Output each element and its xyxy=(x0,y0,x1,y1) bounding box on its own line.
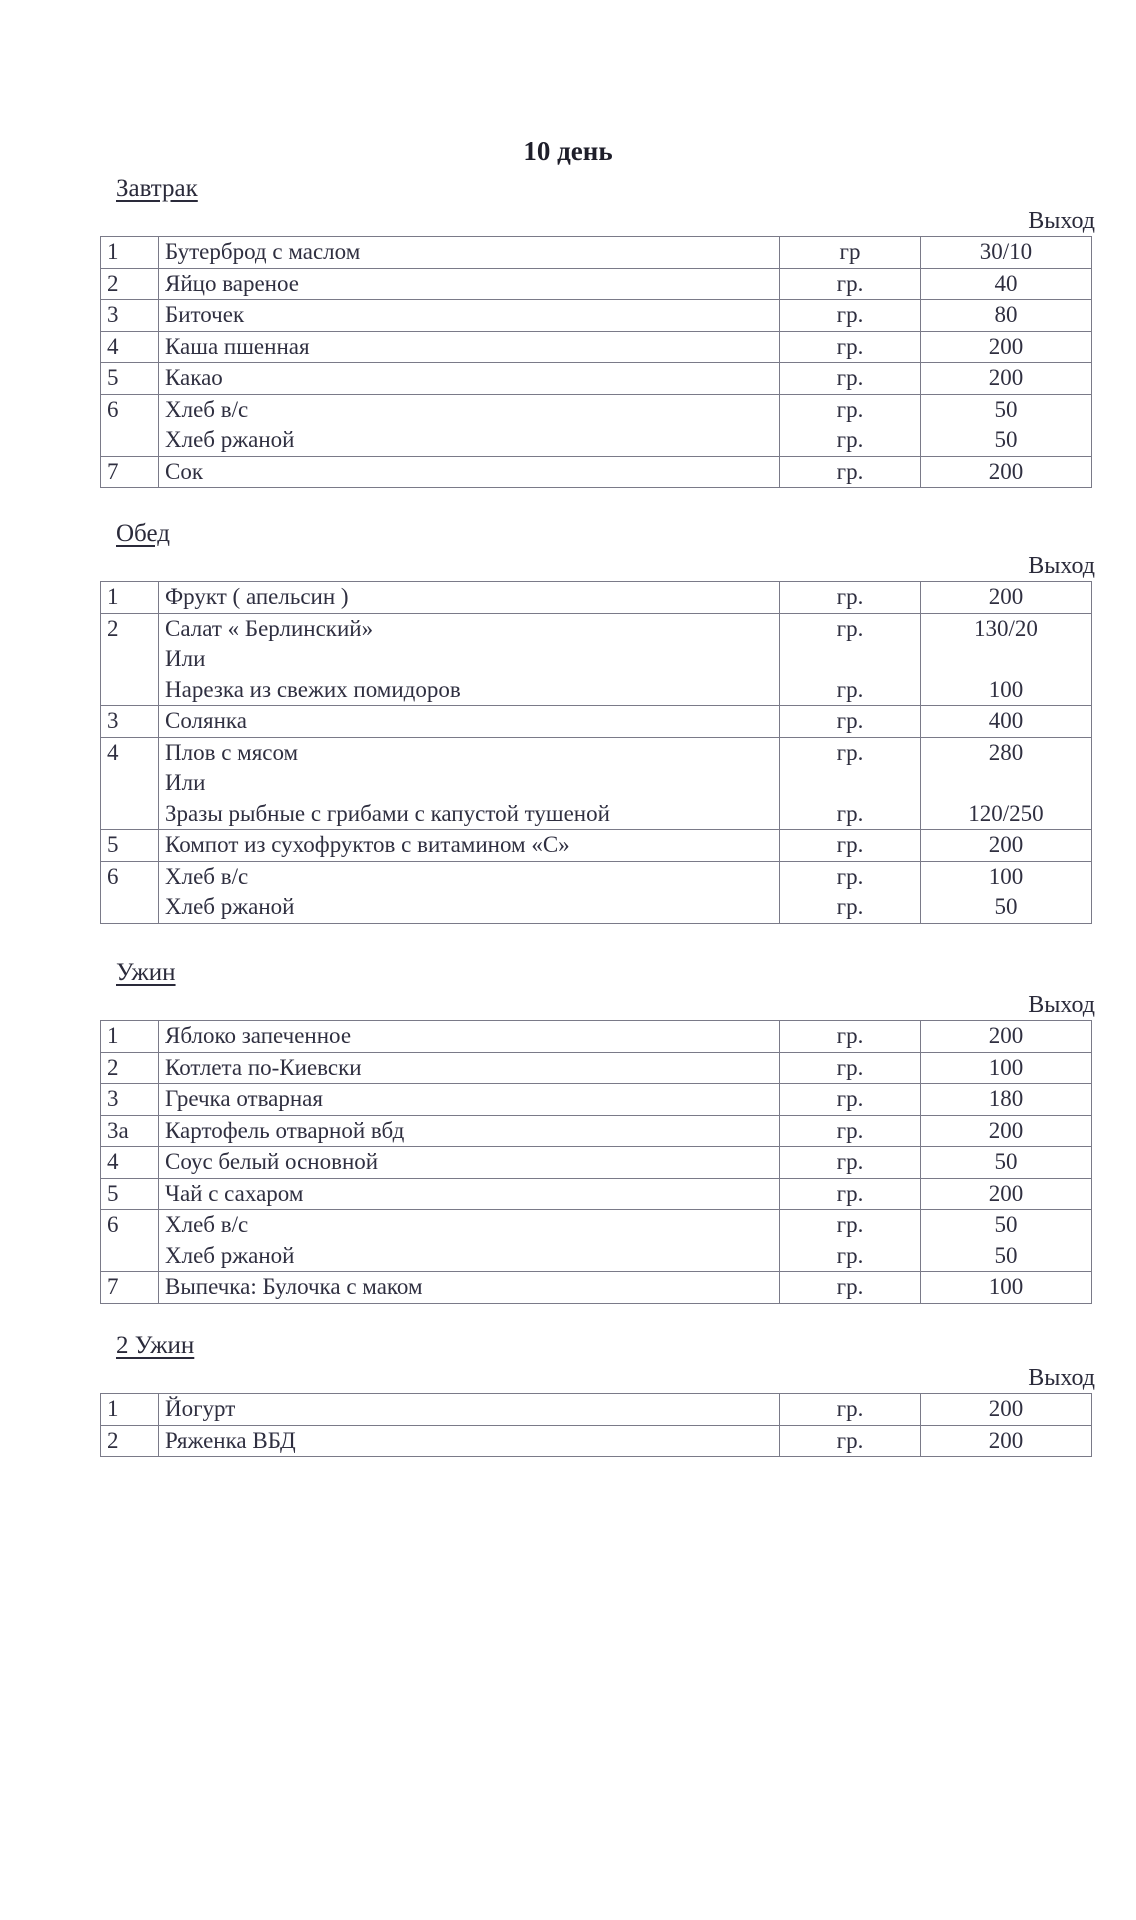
item-unit: гр. xyxy=(836,863,864,889)
table-row xyxy=(101,1272,1092,1304)
item-name: Или xyxy=(165,770,206,795)
item-amount: 100 xyxy=(988,1054,1024,1080)
item-name-cell xyxy=(159,363,780,395)
table-row xyxy=(101,300,1092,332)
item-number: 5 xyxy=(101,363,159,395)
item-unit-cell xyxy=(780,363,921,395)
item-unit-cell xyxy=(780,300,921,332)
item-number: 2 xyxy=(101,1052,159,1084)
item-amount-cell xyxy=(921,363,1092,395)
item-name: Плов с мясом xyxy=(165,739,299,765)
item-name: Хлеб в/с xyxy=(165,863,249,889)
item-amount: 30/10 xyxy=(979,239,1033,264)
item-unit xyxy=(786,768,914,799)
item-name-cell xyxy=(159,1052,780,1084)
item-name-cell xyxy=(159,331,780,363)
item-name-cell xyxy=(159,300,780,332)
item-amount: 100 xyxy=(988,1274,1024,1299)
item-unit-cell xyxy=(780,830,921,862)
item-amount-cell xyxy=(921,861,1092,923)
item-unit-cell xyxy=(780,237,921,269)
item-name: Йогурт xyxy=(165,1396,236,1421)
item-amount: 200 xyxy=(988,1023,1024,1048)
item-unit: гр. xyxy=(836,800,864,826)
table-row xyxy=(101,1021,1092,1053)
item-unit-cell xyxy=(780,1052,921,1084)
item-number: 4 xyxy=(101,1147,159,1179)
item-unit: гр. xyxy=(836,1274,864,1299)
item-name: Биточек xyxy=(165,302,245,327)
item-name: Хлеб ржаной xyxy=(165,427,295,452)
table-row xyxy=(101,1394,1092,1426)
item-amount-cell xyxy=(921,394,1092,456)
item-unit-cell xyxy=(780,1394,921,1426)
item-unit-cell xyxy=(780,706,921,738)
item-amount-cell xyxy=(921,268,1092,300)
section-dinner xyxy=(100,956,1095,1304)
item-unit: гр. xyxy=(836,270,864,296)
item-name-cell xyxy=(159,1021,780,1053)
item-name-cell xyxy=(159,1084,780,1116)
table-row xyxy=(101,1147,1092,1179)
item-unit: гр. xyxy=(836,1023,864,1048)
menu-table xyxy=(100,581,1092,924)
item-amount: 280 xyxy=(988,739,1024,765)
item-amount: 200 xyxy=(988,1180,1024,1206)
item-amount: 200 xyxy=(988,365,1024,390)
item-unit: гр. xyxy=(836,1396,864,1421)
item-amount: 40 xyxy=(994,270,1018,296)
item-number: 6 xyxy=(101,1210,159,1272)
item-amount-cell xyxy=(921,613,1092,706)
table-row xyxy=(101,1115,1092,1147)
table-row xyxy=(101,737,1092,830)
item-name-cell xyxy=(159,1147,780,1179)
item-amount: 200 xyxy=(988,1427,1024,1453)
item-amount: 50 xyxy=(994,1242,1018,1268)
item-unit-cell xyxy=(780,1084,921,1116)
item-name: Хлеб ржаной xyxy=(165,1242,295,1268)
item-number: 7 xyxy=(101,1272,159,1304)
item-unit: гр. xyxy=(836,1242,864,1268)
item-number: 7 xyxy=(101,456,159,488)
item-name-cell xyxy=(159,394,780,456)
item-unit: гр. xyxy=(836,458,864,484)
item-number: 2 xyxy=(101,613,159,706)
item-unit-cell xyxy=(780,456,921,488)
item-name-cell xyxy=(159,582,780,614)
item-amount: 50 xyxy=(994,894,1018,919)
item-name: Котлета по-Киевски xyxy=(165,1054,362,1080)
item-unit: гр. xyxy=(836,894,864,919)
item-name-cell xyxy=(159,1115,780,1147)
item-unit: гр. xyxy=(836,365,864,390)
item-amount xyxy=(927,644,1085,675)
item-amount-cell xyxy=(921,1394,1092,1426)
menu-table xyxy=(100,1020,1092,1304)
item-name: Компот из сухофруктов с витамином «С» xyxy=(165,832,570,857)
menu-table xyxy=(100,236,1092,488)
item-number: 3 xyxy=(101,1084,159,1116)
item-unit-cell xyxy=(780,1425,921,1457)
table-row xyxy=(101,613,1092,706)
item-unit-cell xyxy=(780,613,921,706)
item-amount-cell xyxy=(921,1115,1092,1147)
section-lunch xyxy=(100,517,1095,924)
item-number: 1 xyxy=(101,582,159,614)
item-name: Картофель отварной вбд xyxy=(165,1117,405,1143)
item-number: 3 xyxy=(101,706,159,738)
item-unit: гр. xyxy=(836,615,864,641)
item-name: Сок xyxy=(165,458,204,484)
item-name: Соус белый основной xyxy=(165,1149,379,1174)
table-row xyxy=(101,861,1092,923)
item-unit-cell xyxy=(780,582,921,614)
item-amount: 180 xyxy=(988,1086,1024,1111)
item-name-cell xyxy=(159,613,780,706)
item-amount: 50 xyxy=(994,1212,1018,1237)
item-name: Чай с сахаром xyxy=(165,1180,304,1206)
item-name: Фрукт ( апельсин ) xyxy=(165,584,349,609)
item-name: Хлеб в/с xyxy=(165,1212,249,1237)
table-row xyxy=(101,830,1092,862)
item-unit xyxy=(786,644,914,675)
item-name: Каша пшенная xyxy=(165,333,310,359)
item-name: Бутерброд с маслом xyxy=(165,239,361,264)
menu-table xyxy=(100,1393,1092,1457)
item-unit-cell xyxy=(780,1178,921,1210)
item-unit-cell xyxy=(780,1272,921,1304)
table-row xyxy=(101,1052,1092,1084)
item-unit: гр. xyxy=(836,1212,864,1237)
item-unit: гр xyxy=(839,239,861,264)
yield-caption: Выход xyxy=(1028,208,1095,234)
item-amount: 200 xyxy=(988,1396,1024,1421)
item-unit: гр. xyxy=(836,302,864,327)
item-amount xyxy=(927,768,1085,799)
item-unit: гр. xyxy=(836,396,864,422)
item-amount: 50 xyxy=(994,1149,1018,1174)
item-unit: гр. xyxy=(836,739,864,765)
item-unit: гр. xyxy=(836,333,864,359)
item-name-cell xyxy=(159,268,780,300)
item-unit: гр. xyxy=(836,1149,864,1174)
item-unit-cell xyxy=(780,861,921,923)
table-row xyxy=(101,268,1092,300)
item-unit-cell xyxy=(780,1115,921,1147)
item-name: Гречка отварная xyxy=(165,1086,323,1111)
item-unit: гр. xyxy=(836,708,864,733)
table-row xyxy=(101,237,1092,269)
table-row xyxy=(101,394,1092,456)
item-unit-cell xyxy=(780,737,921,830)
item-amount-cell xyxy=(921,1147,1092,1179)
item-name: Хлеб ржаной xyxy=(165,894,295,919)
table-row xyxy=(101,331,1092,363)
item-name: Какао xyxy=(165,365,223,390)
item-amount-cell xyxy=(921,582,1092,614)
section-heading: Ужин xyxy=(116,959,176,986)
item-amount: 200 xyxy=(988,584,1024,609)
item-amount: 50 xyxy=(994,427,1018,452)
section-heading: 2 Ужин xyxy=(116,1332,195,1359)
item-amount: 400 xyxy=(988,708,1024,733)
item-amount-cell xyxy=(921,706,1092,738)
item-amount-cell xyxy=(921,1210,1092,1272)
table-row xyxy=(101,706,1092,738)
item-amount-cell xyxy=(921,331,1092,363)
item-amount-cell xyxy=(921,1084,1092,1116)
item-name-cell xyxy=(159,1178,780,1210)
item-amount: 130/20 xyxy=(974,615,1038,641)
item-name: Выпечка: Булочка с маком xyxy=(165,1274,423,1299)
item-unit: гр. xyxy=(836,676,864,702)
table-row xyxy=(101,582,1092,614)
item-number: 2 xyxy=(101,1425,159,1457)
item-unit-cell xyxy=(780,394,921,456)
item-name-cell xyxy=(159,706,780,738)
item-name-cell xyxy=(159,1272,780,1304)
item-unit: гр. xyxy=(836,427,864,452)
item-name: Или xyxy=(165,646,206,671)
item-name: Зразы рыбные с грибами с капустой тушеной xyxy=(165,800,610,826)
item-name-cell xyxy=(159,861,780,923)
item-number: 1 xyxy=(101,1021,159,1053)
item-unit-cell xyxy=(780,268,921,300)
item-number: 4 xyxy=(101,737,159,830)
item-name-cell xyxy=(159,737,780,830)
item-amount: 80 xyxy=(994,302,1018,327)
item-name: Ряженка ВБД xyxy=(165,1427,296,1453)
item-amount: 200 xyxy=(988,1117,1024,1143)
item-number: 1 xyxy=(101,237,159,269)
item-amount: 200 xyxy=(988,832,1024,857)
item-amount-cell xyxy=(921,1425,1092,1457)
item-name-cell xyxy=(159,1210,780,1272)
yield-caption: Выход xyxy=(1028,553,1095,579)
item-amount-cell xyxy=(921,737,1092,830)
item-name-cell xyxy=(159,830,780,862)
item-name: Хлеб в/с xyxy=(165,396,249,422)
table-row xyxy=(101,456,1092,488)
item-amount: 200 xyxy=(988,333,1024,359)
item-amount: 100 xyxy=(988,676,1024,702)
yield-caption: Выход xyxy=(1028,1365,1095,1391)
table-row xyxy=(101,1425,1092,1457)
item-unit-cell xyxy=(780,1210,921,1272)
item-amount-cell xyxy=(921,300,1092,332)
item-amount-cell xyxy=(921,237,1092,269)
page-title: 10 день xyxy=(523,136,613,166)
section-heading: Обед xyxy=(116,520,170,547)
item-name-cell xyxy=(159,1394,780,1426)
item-unit: гр. xyxy=(836,1117,864,1143)
item-amount-cell xyxy=(921,1272,1092,1304)
table-row xyxy=(101,1210,1092,1272)
table-row xyxy=(101,1084,1092,1116)
item-amount-cell xyxy=(921,1178,1092,1210)
item-amount-cell xyxy=(921,830,1092,862)
item-amount: 50 xyxy=(994,396,1018,422)
item-unit-cell xyxy=(780,1147,921,1179)
table-row xyxy=(101,363,1092,395)
item-unit: гр. xyxy=(836,1054,864,1080)
item-name: Яйцо вареное xyxy=(165,270,299,296)
item-number: 4 xyxy=(101,331,159,363)
item-amount-cell xyxy=(921,1052,1092,1084)
item-name-cell xyxy=(159,1425,780,1457)
item-number: 6 xyxy=(101,861,159,923)
item-amount-cell xyxy=(921,1021,1092,1053)
item-unit: гр. xyxy=(836,1427,864,1453)
item-name: Яблоко запеченное xyxy=(165,1023,352,1048)
item-number: 2 xyxy=(101,268,159,300)
item-unit: гр. xyxy=(836,1086,864,1111)
item-number: 3 xyxy=(101,300,159,332)
item-number: 6 xyxy=(101,394,159,456)
item-amount: 100 xyxy=(988,863,1024,889)
item-number: 5 xyxy=(101,830,159,862)
item-unit: гр. xyxy=(836,832,864,857)
item-number: 3а xyxy=(101,1115,159,1147)
item-amount: 120/250 xyxy=(968,800,1044,826)
section-heading: Завтрак xyxy=(116,175,198,202)
item-unit-cell xyxy=(780,331,921,363)
item-name-cell xyxy=(159,237,780,269)
item-amount: 200 xyxy=(988,458,1024,484)
yield-caption: Выход xyxy=(1028,992,1095,1018)
item-number: 1 xyxy=(101,1394,159,1426)
item-unit: гр. xyxy=(836,584,864,609)
section-breakfast xyxy=(100,172,1095,488)
item-name: Салат « Берлинский» xyxy=(165,615,374,641)
item-unit-cell xyxy=(780,1021,921,1053)
item-name-cell xyxy=(159,456,780,488)
section-second-dinner xyxy=(100,1329,1095,1457)
item-number: 5 xyxy=(101,1178,159,1210)
item-amount-cell xyxy=(921,456,1092,488)
item-unit: гр. xyxy=(836,1180,864,1206)
item-name: Нарезка из свежих помидоров xyxy=(165,676,461,702)
item-name: Солянка xyxy=(165,708,247,733)
table-row xyxy=(101,1178,1092,1210)
